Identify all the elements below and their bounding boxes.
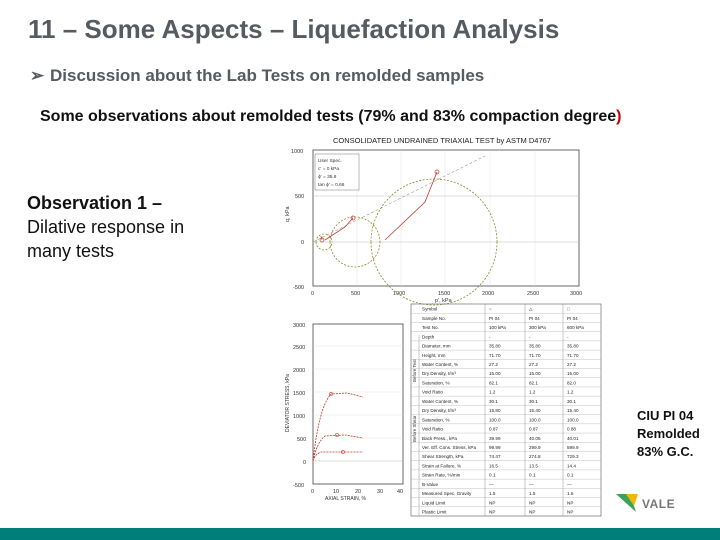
table-cell: 0.1: [567, 472, 574, 478]
test-id-line: 83% G.C.: [637, 444, 694, 459]
test-id-line: Remolded: [637, 426, 700, 441]
table-cell: 27.2: [529, 362, 538, 368]
table-cell: 82.1: [489, 380, 498, 386]
table-cell: —: [489, 481, 494, 487]
table-cell: 71.70: [489, 352, 501, 358]
bottom-x-tick: 30: [377, 489, 384, 495]
table-cell: 100.0: [529, 417, 541, 423]
table-cell: 1.2: [489, 389, 496, 395]
bottom-x-tick: 40: [397, 489, 404, 495]
table-cell: 71.70: [567, 352, 579, 358]
table-cell: 13.5: [529, 463, 538, 469]
bottom-x-tick: 10: [333, 489, 340, 495]
observations-heading: [40, 106, 660, 127]
table-cell: NP: [529, 500, 536, 506]
table-cell: Ver. Eff. Cons. Stress, kPa: [422, 444, 477, 450]
table-cell: 599.9: [567, 444, 579, 450]
table-cell: Dry Density, t/m³: [422, 371, 456, 377]
top-y-tick: 0: [301, 240, 305, 246]
table-cell: 40.01: [567, 435, 579, 441]
table-cell: Water Content, %: [422, 362, 459, 368]
slide-title: 11 – Some Aspects – Liquefaction Analysis: [28, 14, 560, 44]
table-cell: 300 kPa: [529, 325, 546, 331]
table-cell: 35.80: [529, 343, 541, 349]
table-cell: Saturation, %: [422, 417, 450, 423]
table-cell: 0.1: [529, 472, 536, 478]
test-id-label: [637, 407, 717, 461]
table-cell: 1.2: [567, 389, 574, 395]
table-header-cell: △: [529, 306, 533, 312]
table-cell: 30.1: [489, 398, 498, 404]
table-cell: 16.5: [489, 463, 498, 469]
top-x-tick: 500: [351, 291, 361, 297]
table-cell: NP: [567, 500, 574, 506]
table-cell: 729.3: [567, 454, 579, 460]
table-cell: 100.0: [567, 417, 579, 423]
table-cell: 27.2: [489, 362, 498, 368]
table-cell: 15.00: [489, 371, 501, 377]
bullet-line: [30, 66, 484, 86]
table-cell: 99.99: [489, 444, 501, 450]
top-x-tick: 0: [311, 291, 315, 297]
triaxial-test-figure: [285, 132, 603, 518]
table-cell: NP: [529, 509, 536, 515]
bottom-y-tick: 2000: [293, 368, 306, 374]
table-cell: -: [567, 334, 569, 340]
table-cell: PI 04: [529, 315, 540, 321]
bottom-x-label: AXIAL STRAIN, %: [325, 496, 366, 502]
top-x-tick: 1500: [438, 291, 451, 297]
bottom-y-tick: 2500: [293, 345, 306, 351]
table-cell: Void Ratio: [422, 389, 443, 395]
table-cell: 74.47: [489, 454, 501, 460]
table-cell: Saturation, %: [422, 380, 450, 386]
table-cell: -: [489, 334, 491, 340]
table-cell: Depth: [422, 334, 435, 340]
table-cell: -: [529, 334, 531, 340]
table-cell: 15.40: [529, 408, 541, 414]
legend-line: c' = 0 kPa: [318, 167, 340, 172]
top-x-tick: 1000: [393, 291, 406, 297]
table-header-cell: □: [567, 306, 570, 312]
table-cell: 1.5: [489, 491, 496, 497]
table-cell: Strain Rate, %/min: [422, 472, 461, 478]
bottom-x-tick: 0: [311, 489, 315, 495]
table-cell: 35.80: [567, 343, 579, 349]
table-cell: 1.2: [529, 389, 536, 395]
bullet-text: Discussion about the Lab Tests on remolded samples: [50, 66, 485, 85]
top-y-tick: 1000: [291, 149, 304, 155]
table-cell: PI 04: [489, 315, 500, 321]
table-cell: 82.0: [567, 380, 576, 386]
footer-bar: [0, 528, 720, 540]
table-cell: 0.87: [529, 426, 538, 432]
bottom-y-tick: 0: [303, 460, 307, 466]
bottom-y-tick: 1000: [293, 414, 306, 420]
table-side-label: Before Test: [412, 359, 417, 382]
table-cell: B-Value: [422, 481, 439, 487]
table-header-cell: Symbol: [422, 306, 438, 312]
table-cell: 39.99: [489, 435, 501, 441]
legend-line: ϕ' = 35.8: [318, 175, 337, 180]
bottom-y-tick: 500: [297, 437, 307, 443]
table-cell: 299.9: [529, 444, 541, 450]
table-cell: 40.05: [529, 435, 541, 441]
table-cell: 30.1: [567, 398, 576, 404]
table-cell: Back Press., kPa: [422, 435, 457, 441]
figure-header: CONSOLIDATED UNDRAINED TRIAXIAL TEST by ASTM D4767: [333, 136, 551, 145]
top-x-tick: 3000: [570, 291, 583, 297]
table-cell: Plastic Limit: [422, 509, 447, 515]
arrow-bullet-icon: ➢: [30, 66, 45, 85]
table-cell: 27.2: [567, 362, 576, 368]
table-cell: 274.8: [529, 454, 541, 460]
observations-heading-text: Some observations about remolded tests (79% and 83% compaction degree: [40, 108, 617, 125]
legend-line: tan ϕ' = 0.66: [318, 183, 345, 188]
table-cell: 0.1: [489, 472, 496, 478]
bottom-y-tick: 3000: [293, 323, 306, 329]
table-cell: Void Ratio: [422, 426, 443, 432]
table-cell: Measured Spec. Gravity: [422, 491, 472, 497]
table-header-cell: ○: [489, 306, 492, 312]
table-cell: Shear Strength, kPa: [422, 454, 464, 460]
table-cell: NP: [489, 509, 496, 515]
table-cell: Diameter, mm: [422, 343, 451, 349]
table-cell: 30.1: [529, 398, 538, 404]
bottom-y-label: DEVIATOR STRESS, kPa: [285, 374, 291, 432]
table-cell: 15.00: [567, 371, 579, 377]
bottom-y-tick: -500: [293, 483, 305, 489]
legend-line: User Spec.: [318, 159, 342, 164]
top-y-tick: 500: [295, 194, 305, 200]
vale-logo-text: VALE: [642, 497, 676, 511]
table-cell: 71.70: [529, 352, 541, 358]
table-cell: NP: [567, 509, 574, 515]
table-cell: 0.88: [567, 426, 576, 432]
table-cell: —: [567, 481, 572, 487]
table-cell: Height, mm: [422, 352, 446, 358]
table-cell: Dry Density, t/m³: [422, 408, 456, 414]
table-cell: 15.00: [529, 371, 541, 377]
top-x-tick: 2000: [482, 291, 495, 297]
table-cell: —: [529, 481, 534, 487]
observations-heading-paren: ): [616, 108, 622, 125]
top-x-tick: 2500: [527, 291, 540, 297]
table-cell: 1.5: [567, 491, 574, 497]
test-id-line: CIU PI 04: [637, 408, 694, 423]
table-cell: Sample No.: [422, 315, 447, 321]
table-cell: PI 04: [567, 315, 578, 321]
bottom-x-tick: 20: [355, 489, 362, 495]
table-side-label: Before Shear: [412, 415, 417, 442]
table-cell: 35.80: [489, 343, 501, 349]
table-cell: 100 kPa: [489, 325, 506, 331]
top-y-tick: -500: [293, 285, 305, 291]
table-cell: 15.40: [567, 408, 579, 414]
observation-1: [27, 191, 207, 263]
observation-1-title: Observation 1 –: [27, 193, 163, 213]
table-cell: Strain at Failure, %: [422, 463, 462, 469]
table-cell: Water Content, %: [422, 398, 459, 404]
table-cell: 0.87: [489, 426, 498, 432]
table-cell: 1.5: [529, 491, 536, 497]
table-cell: NP: [489, 500, 496, 506]
table-cell: 15.80: [489, 408, 501, 414]
top-y-label: q, kPa: [285, 206, 291, 222]
table-cell: Test No.: [422, 325, 439, 331]
bottom-y-tick: 1500: [293, 391, 306, 397]
table-cell: 14.4: [567, 463, 576, 469]
table-cell: 82.1: [529, 380, 538, 386]
top-x-label: p', kPa: [435, 298, 452, 304]
observation-1-text: Dilative response in many tests: [27, 217, 185, 261]
table-cell: 100.0: [489, 417, 501, 423]
table-cell: Liquid Limit: [422, 500, 446, 506]
table-cell: 600 kPa: [567, 325, 584, 331]
